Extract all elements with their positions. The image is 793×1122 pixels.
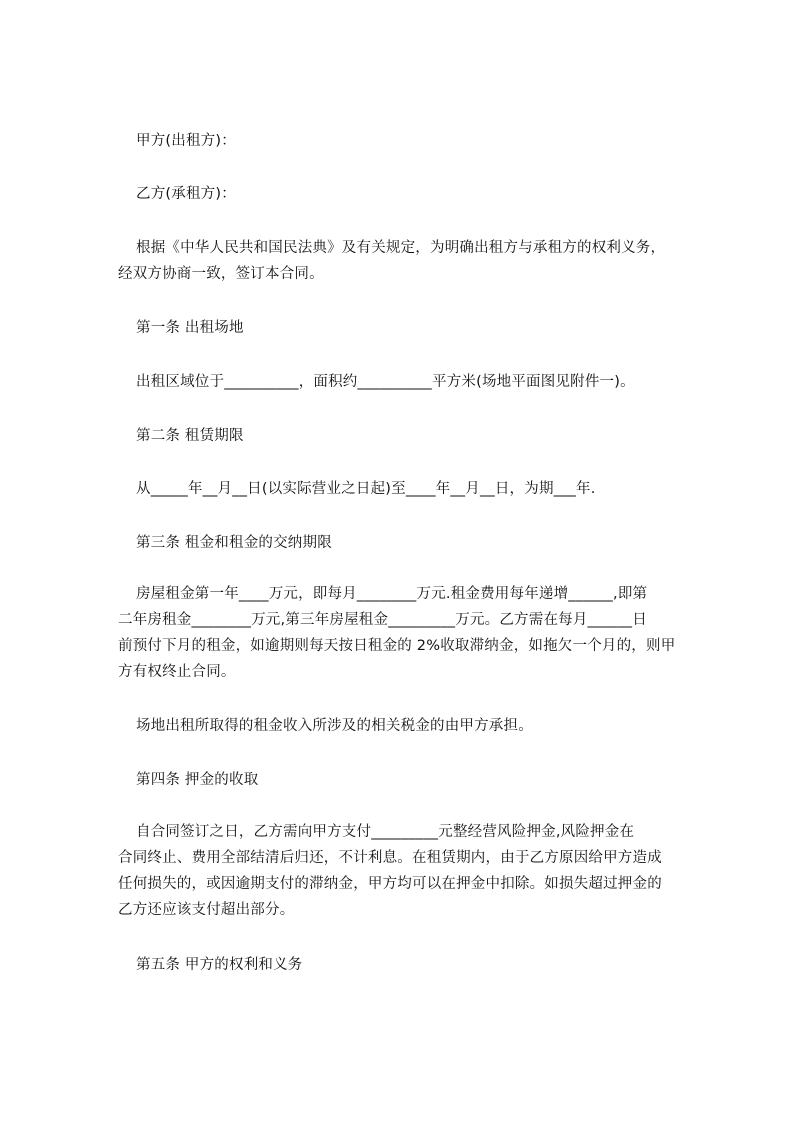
intro-line-1: 根据《中华人民共和国民法典》及有关规定，为明确出租方与承租方的权利义务，: [136, 240, 666, 256]
article-3-tax-note: 场地出租所取得的租金收入所涉及的相关税金的由甲方承担。: [136, 718, 533, 734]
article-2-line-1: 从_____年__月__日(以实际营业之日起)至____年__月__日，为期___年.: [136, 481, 596, 497]
article-1-heading: 第一条 出租场地: [136, 320, 244, 336]
article-4-line-1: 自合同签订之日，乙方需向甲方支付_________元整经营风险押金,风险押金在: [136, 824, 635, 840]
article-3-line-3: 前预付下月的租金，如逾期则每天按日租金的 2%收取滞纳金，如拖欠一个月的，则甲: [118, 638, 676, 654]
article-3-line-4: 方有权终止合同。: [118, 664, 236, 680]
article-2-heading: 第二条 租赁期限: [136, 428, 244, 444]
intro-line-2: 经双方协商一致，签订本合同。: [118, 266, 324, 282]
party-a-label: 甲方(出租方)：: [136, 133, 236, 149]
article-4-line-2: 合同终止、费用全部结清后归还，不计利息。在租赁期内，由于乙方原因给甲方造成: [118, 850, 662, 866]
article-3-line-1: 房屋租金第一年____万元，即每月________万元.租金费用每年递增______,即第: [136, 586, 648, 602]
article-1-line-1: 出租区域位于__________，面积约__________平方米(场地平面图见附件一)。: [136, 374, 635, 390]
article-3-line-2: 二年房租金________万元,第三年房屋租金_________万元。乙方需在每月______日: [118, 612, 647, 628]
article-4-line-3: 任何损失的，或因逾期支付的滞纳金，甲方均可以在押金中扣除。如损失超过押金的: [118, 876, 662, 892]
article-4-heading: 第四条 押金的收取: [136, 772, 259, 788]
article-5-heading: 第五条 甲方的权利和义务: [136, 957, 303, 973]
article-3-heading: 第三条 租金和租金的交纳期限: [136, 535, 332, 551]
article-4-line-4: 乙方还应该支付超出部分。: [118, 902, 295, 918]
party-b-label: 乙方(承租方)：: [136, 186, 236, 202]
